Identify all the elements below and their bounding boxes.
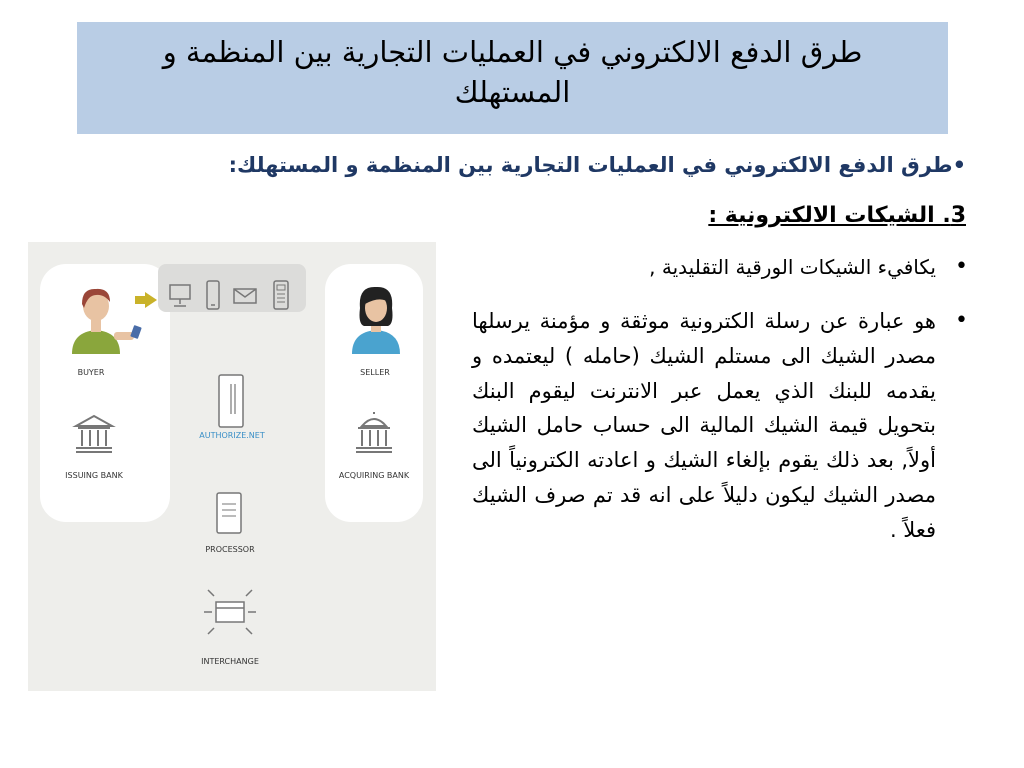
seller-icon — [348, 282, 404, 362]
bullet-text: هو عبارة عن رسلة الكترونية موثقة و مؤمنة يرسلها مصدر الشيك الى مستلم الشيك (حامله ) ليعتمده و يقدمه للبنك الذي يعمل عبر الانترنت ليقوم البنك بتحويل قيمة الشيك المالية الى حساب حامل الشيك أولاً, بعد ذلك يقوم بإلغاء الشيك و اعادته الكترونياً الى مصدر الشيك ليكون دليلاً على انه قد تم صرف الشيك فعلاً . — [472, 309, 936, 542]
bullet-text: يكافيء الشيكات الورقية التقليدية , — [649, 255, 936, 279]
gateway-label: AUTHORIZE.NET — [199, 431, 265, 440]
section-heading: 3. الشيكات الالكترونية : — [708, 203, 966, 228]
bullet-marker: • — [955, 308, 968, 333]
bank-dome-icon — [354, 412, 394, 454]
arrow-right-icon — [135, 292, 157, 308]
seller-label: SELLER — [360, 368, 390, 377]
server-icon — [218, 374, 244, 428]
interchange-icon — [202, 584, 258, 640]
processor-label: PROCESSOR — [205, 545, 255, 554]
bullet-marker: • — [955, 254, 968, 279]
card-terminal-icon — [273, 280, 289, 310]
bullet-list — [462, 250, 980, 548]
email-icon — [233, 288, 257, 304]
processor-icon — [216, 492, 242, 534]
bullet-item — [462, 304, 980, 548]
issuing-bank-label: ISSUING BANK — [65, 471, 123, 480]
slide-subtitle: •طرق الدفع الالكتروني في العمليات التجارية بين المنظمة و المستهلك: — [228, 153, 966, 177]
phone-icon — [206, 280, 220, 310]
buyer-label: BUYER — [77, 368, 105, 377]
monitor-icon — [169, 284, 191, 308]
payment-flow-diagram — [28, 242, 436, 691]
slide-title: طرق الدفع الالكتروني في العمليات التجارية بين المنظمة و المستهلك — [162, 35, 863, 109]
buyer-icon — [66, 282, 146, 362]
bank-icon — [74, 414, 114, 454]
interchange-label: INTERCHANGE — [201, 657, 259, 666]
bullet-item — [462, 250, 980, 284]
slide-title-box — [77, 22, 948, 134]
acquiring-bank-label: ACQUIRING BANK — [338, 471, 410, 480]
